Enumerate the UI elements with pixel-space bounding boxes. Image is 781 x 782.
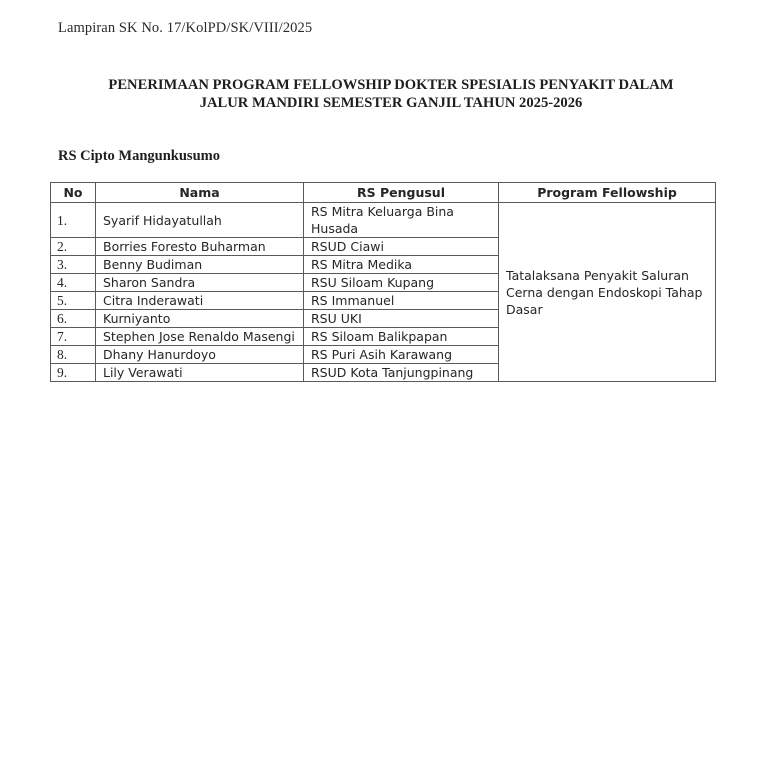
row-number: 1.	[51, 203, 96, 238]
row-hospital: RS Puri Asih Karawang	[304, 346, 499, 364]
table-row	[51, 203, 716, 238]
header-no: No	[51, 183, 96, 203]
row-number: 9.	[51, 364, 96, 382]
header-nama: Nama	[96, 183, 304, 203]
row-hospital: RSUD Kota Tanjungpinang	[304, 364, 499, 382]
header-program-fellowship: Program Fellowship	[499, 183, 716, 203]
title-line-2: JALUR MANDIRI SEMESTER GANJIL TAHUN 2025-2026	[199, 95, 583, 111]
row-name: Kurniyanto	[96, 310, 304, 328]
row-name: Borries Foresto Buharman	[96, 238, 304, 256]
hospital-heading: RS Cipto Mangunkusumo	[58, 148, 220, 164]
row-number: 2.	[51, 238, 96, 256]
row-number: 3.	[51, 256, 96, 274]
row-name: Syarif Hidayatullah	[96, 203, 304, 238]
row-name: Benny Budiman	[96, 256, 304, 274]
row-hospital: RS Siloam Balikpapan	[304, 328, 499, 346]
row-hospital: RSU UKI	[304, 310, 499, 328]
row-number: 4.	[51, 274, 96, 292]
row-number: 7.	[51, 328, 96, 346]
fellowship-table	[50, 182, 716, 382]
row-name: Sharon Sandra	[96, 274, 304, 292]
row-name: Lily Verawati	[96, 364, 304, 382]
row-name: Citra Inderawati	[96, 292, 304, 310]
row-hospital: RSU Siloam Kupang	[304, 274, 499, 292]
reference-number: Lampiran SK No. 17/KolPD/SK/VIII/2025	[58, 20, 313, 36]
title-line-1: PENERIMAAN PROGRAM FELLOWSHIP DOKTER SPESIALIS PENYAKIT DALAM	[108, 77, 674, 93]
row-number: 5.	[51, 292, 96, 310]
row-number: 6.	[51, 310, 96, 328]
table-header-row	[51, 183, 716, 203]
row-hospital: RS Mitra Medika	[304, 256, 499, 274]
row-hospital: RS Immanuel	[304, 292, 499, 310]
program-fellowship-cell: Tatalaksana Penyakit Saluran Cerna dengan Endoskopi Tahap Dasar	[499, 203, 716, 382]
header-rs-pengusul: RS Pengusul	[304, 183, 499, 203]
row-name: Stephen Jose Renaldo Masengi	[96, 328, 304, 346]
row-hospital: RS Mitra Keluarga Bina Husada	[304, 203, 499, 238]
row-number: 8.	[51, 346, 96, 364]
row-name: Dhany Hanurdoyo	[96, 346, 304, 364]
row-hospital: RSUD Ciawi	[304, 238, 499, 256]
document-title	[40, 76, 742, 112]
